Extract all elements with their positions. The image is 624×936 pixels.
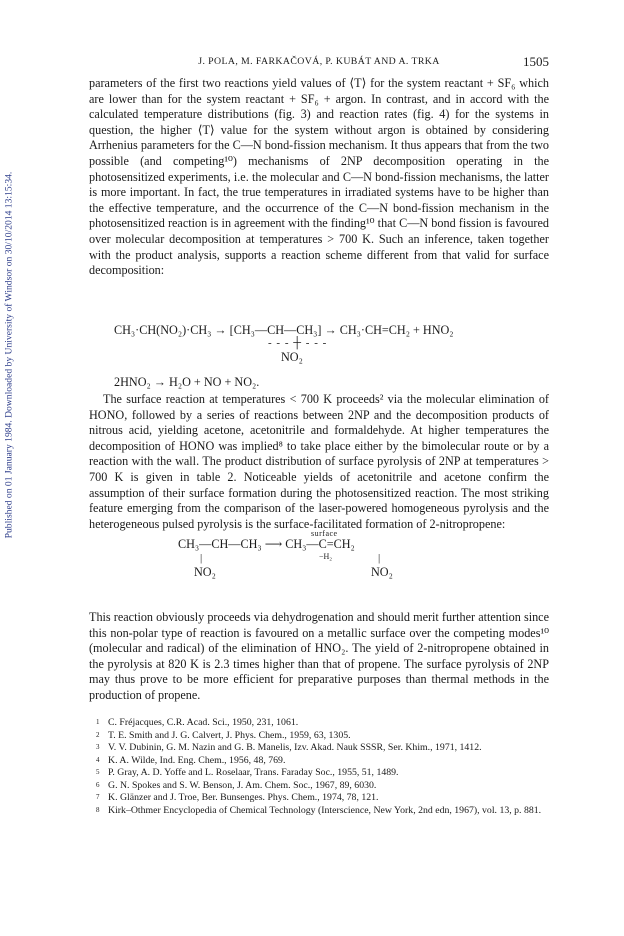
equation-3-condition: surface [311, 529, 338, 538]
reference-number: 4 [96, 755, 100, 764]
reference-item [96, 742, 549, 755]
equation-3: CH₃—CH—CH₃ ⟶ CH₃—C=CH₂ [178, 537, 355, 551]
reference-number: 5 [96, 768, 100, 776]
reference-item [96, 780, 549, 793]
reference-text: K. A. Wilde, Ind. Eng. Chem., 1956, 48, 769. [108, 754, 286, 766]
reference-text: V. V. Dubinin, G. M. Nazin and G. B. Manelis, Izv. Akad. Nauk SSSR, Ser. Khim., 1971, 1412. [108, 742, 482, 753]
reference-number: 1 [96, 718, 100, 726]
reference-number: 6 [96, 780, 100, 789]
reference-item [96, 767, 549, 780]
paragraph-1-text: parameters of the first two reactions yield values of ⟨T⟩ for the system reactant + SF₆ which are lower than for the system reactant + SF₆ + argon. In contrast, and in accord with the calculated temperature distributions (fig. 3) and reaction rates (fig. 4) for the systems in question, the higher ⟨T⟩ value for the system without argon is obtained by considering Arrhenius parameters for the C—N bond-fission mechanism. It thus appears that from the two possible (and competing¹⁰) mechanisms of 2NP decomposition operating in the photosensitized experiments, i.e. the molecular and C—N bond-fission mechanisms, the latter is more important. In fact, the true temperatures in irradiated systems have to be higher than the effective temperature, and the occurrence of the C—N bond-fission mechanism in the photosensitized reaction is in agreement with the finding¹⁰ that C—N bond fission is favoured over molecular decomposition at temperatures > 700 K. Such an inference, taken together with the product analysis, supports a reaction scheme different from that valid for surface decomposition: [89, 76, 549, 278]
equation-3-substituent-left: NO₂ [194, 565, 216, 579]
equation-1: CH₃·CH(NO₂)·CH₃ → [CH₃—CH—CH₃] → CH₃·CH=CH₂ + HNO₂ [114, 323, 454, 337]
paragraph-3 [89, 610, 549, 704]
page-header [89, 56, 549, 72]
reference-text: K. Glänzer and J. Troe, Ber. Bunsenges. Phys. Chem., 1974, 78, 121. [108, 792, 379, 803]
paragraph-2 [89, 392, 549, 532]
reference-number: 2 [96, 730, 100, 739]
download-watermark-text: Published on 01 January 1984. Downloaded by University of Windsor on 30/10/2014 13:15:34. [3, 171, 15, 539]
paragraph-1 [89, 76, 549, 279]
reference-number: 8 [96, 805, 100, 814]
reference-item [96, 755, 549, 768]
reference-text: P. Gray, A. D. Yoffe and L. Roselaar, Trans. Faraday Soc., 1955, 51, 1489. [108, 767, 399, 778]
paragraph-3-text: This reaction obviously proceeds via dehydrogenation and should merit further attention since this non-polar type of reaction is favoured on a metallic surface over the competing modes¹⁰ (molecular and radical) of the elimination of HNO₂. The yield of 2-nitropropene obtained in the pyrolysis at 820 K is 2.3 times higher than that of propene. The surface pyrolysis of 2NP may thus prove to be more efficient for preparative purposes than thermal methods in the production of propene. [89, 610, 549, 702]
reference-text: C. Fréjacques, C.R. Acad. Sci., 1950, 231, 1061. [108, 717, 299, 728]
running-head: J. POLA, M. FARKAČOVÁ, P. KUBÁT AND A. TRKA [198, 56, 440, 67]
reference-text: Kirk–Othmer Encyclopedia of Chemical Technology (Interscience, New York, 2nd edn, 1967), vol. 13, p. 881. [108, 804, 542, 816]
equation-3-bond-left: | [200, 552, 203, 564]
reference-item [96, 805, 549, 818]
equation-3-bond-right: | [378, 552, 381, 564]
reference-number: 3 [96, 743, 100, 751]
equation-2: 2HNO₂ → H₂O + NO + NO₂. [114, 375, 260, 389]
page-number: 1505 [523, 54, 549, 69]
reference-item [96, 792, 549, 805]
equation-3-substituent-right: NO₂ [371, 565, 393, 579]
reference-item [96, 717, 549, 730]
paragraph-2-text: The surface reaction at temperatures < 700 K proceeds² via the molecular elimination of HONO, followed by a series of reactions between 2NP and the decomposition products of nitrous acid, yielding acetone, acetonitrile and formaldehyde. At higher temperatures the decomposition of HONO was implied⁸ to take place either by the bimolecular route or by a reaction with the wall. The product distribution of surface pyrolysis of 2NP at temperatures > 700 K is given in table 2. Noticeable yields of acetonitrile and acetone confirm the assumption of their surface formation during the photosensitized reaction. The most striking feature emerging from the comparison of the laser-powered homogeneous pyrolysis and the heterogeneous pulsed pyrolysis is the surface-facilitated formation of 2-nitropropene: [89, 392, 549, 531]
reference-number: 7 [96, 793, 100, 801]
download-watermark [2, 105, 16, 605]
reference-text: T. E. Smith and J. G. Calvert, J. Phys. Chem., 1959, 63, 1305. [108, 729, 351, 741]
reference-text: G. N. Spokes and S. W. Benson, J. Am. Chem. Soc., 1967, 89, 6030. [108, 779, 377, 791]
reference-list [96, 717, 549, 817]
equation-1-substituent: NO₂ [281, 350, 303, 364]
equation-3-byproduct: −H₂ [319, 552, 333, 561]
equation-1-bond-mark: - - - ┼ - - - [268, 337, 328, 349]
reference-item [96, 730, 549, 743]
